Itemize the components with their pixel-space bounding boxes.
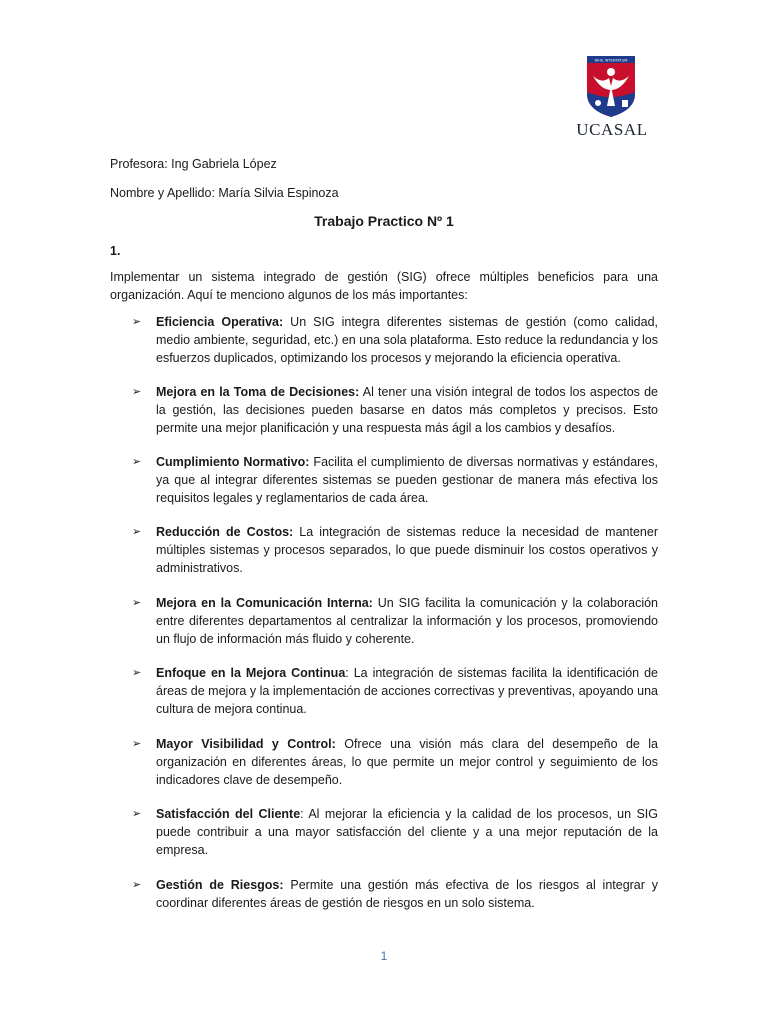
intro-paragraph: Implementar un sistema integrado de gestión (SIG) ofrece múltiples beneficios para una organización. Aquí te menciono algunos de los más importantes: (110, 270, 658, 302)
item-body: : Al mejorar la eficiencia y la calidad de los procesos, un SIG puede contribuir a una mayor satisfacción del cliente y a una mejor reputación de la empresa. (156, 807, 658, 857)
student-line: Nombre y Apellido: María Silvia Espinoza (110, 186, 339, 200)
item-heading: Eficiencia Operativa: (156, 315, 284, 329)
item-body: Permite una gestión más efectiva de los riesgos al integrar y coordinar diferentes áreas de gestión de riesgos en un solo sistema. (156, 878, 658, 910)
item-heading: Enfoque en la Mejora Continua (156, 666, 346, 680)
arrow-bullet-icon: ➢ (132, 456, 142, 468)
item-heading: Mayor Visibilidad y Control: (156, 737, 336, 751)
shield-icon (585, 56, 637, 118)
item-body: Un SIG integra diferentes sistemas de gestión (como calidad, medio ambiente, seguridad, etc.) en una sola plataforma. Esto reduce la redundancia y los esfuerzos duplicados, optimizando los procesos y mejorando la eficiencia operativa. (156, 315, 658, 365)
arrow-bullet-icon: ➢ (132, 879, 142, 891)
item-heading: Reducción de Costos: (156, 525, 294, 539)
arrow-bullet-icon: ➢ (132, 667, 142, 679)
item-heading: Gestión de Riesgos: (156, 878, 284, 892)
item-heading: Mejora en la Comunicación Interna: (156, 596, 373, 610)
arrow-bullet-icon: ➢ (132, 808, 142, 820)
question-number: 1. (110, 244, 121, 258)
item-body: Un SIG facilita la comunicación y la colaboración entre diferentes departamentos al centralizar la información y los procesos, promoviendo un flujo de información más fluido y coherente. (156, 596, 658, 646)
item-body: : La integración de sistemas facilita la identificación de áreas de mejora y la implementación de acciones correctivas y preventivas, apoyando una cultura de mejora continua. (156, 666, 658, 716)
item-body: Facilita el cumplimiento de diversas normativas y estándares, ya que al integrar diferentes sistemas se pueden gestionar de manera más efectiva los requisitos legales y reglamentarios de cada área. (156, 455, 658, 505)
item-heading: Satisfacción del Cliente (156, 807, 301, 821)
item-heading: Cumplimiento Normativo: (156, 455, 310, 469)
teacher-line: Profesora: Ing Gabriela López (110, 157, 277, 171)
item-body: Al tener una visión integral de todos los aspectos de la gestión, las decisiones pueden basarse en datos más completos y precisos. Esto permite una mejor planificación y una respuesta más ágil a los cambios y desafíos. (156, 385, 658, 435)
logo-wordmark: UCASAL (576, 120, 648, 139)
item-body: La integración de sistemas reduce la necesidad de mantener múltiples sistemas y procesos separados, lo que puede disminuir los costos operativos y administrativos. (156, 525, 658, 575)
document-title: Trabajo Practico Nº 1 (314, 213, 454, 229)
page-number: 1 (380, 949, 388, 963)
item-heading: Mejora en la Toma de Decisiones: (156, 385, 360, 399)
arrow-bullet-icon: ➢ (132, 597, 142, 609)
arrow-bullet-icon: ➢ (132, 316, 142, 328)
arrow-bullet-icon: ➢ (132, 386, 142, 398)
logo-motto: NIHIL INTENTATUM (594, 58, 628, 63)
arrow-bullet-icon: ➢ (132, 526, 142, 538)
arrow-bullet-icon: ➢ (132, 738, 142, 750)
item-body: Ofrece una visión más clara del desempeño de la organización en diferentes áreas, lo que permite un mejor control y seguimiento de los indicadores clave de desempeño. (156, 737, 658, 787)
